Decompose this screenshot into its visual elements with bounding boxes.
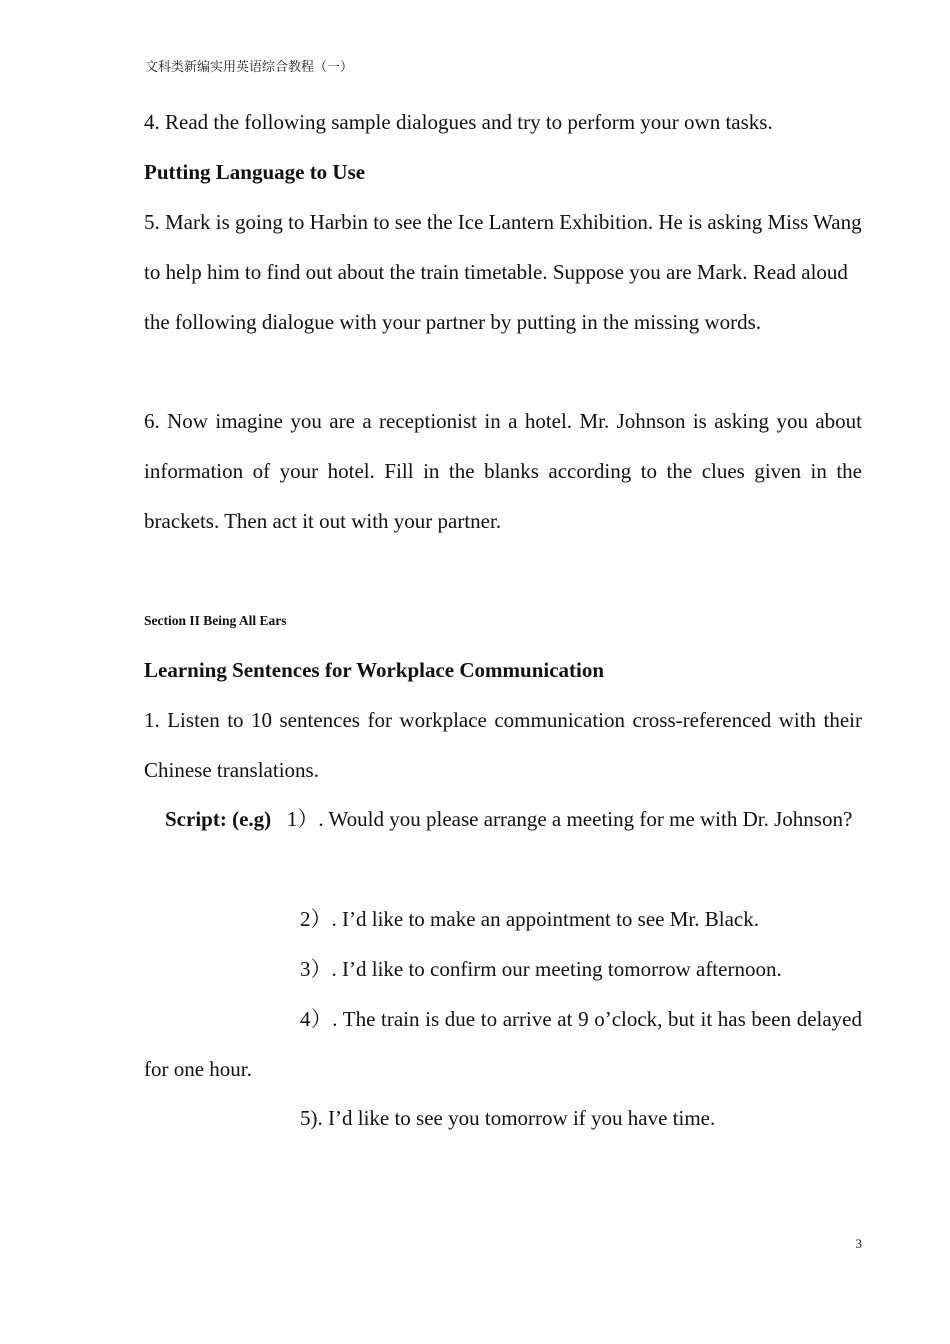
- page-number: 3: [855, 1236, 862, 1251]
- putting-language-heading: Putting Language to Use: [144, 160, 366, 184]
- script-sentence-1: 1）. Would you please arrange a meeting for me with Dr. Johnson?: [286, 807, 853, 831]
- item-6: 6. Now imagine you are a receptionist in a hotel. Mr. Johnson is asking you about information of your hotel. Fill in the blanks according to the clues given in the brackets. Then act it out with your partner.: [144, 409, 862, 533]
- section-item-1: 1. Listen to 10 sentences for workplace communication cross-referenced with their Chinese translations.: [144, 708, 862, 782]
- script-line-1: [144, 794, 862, 844]
- item-5: 5. Mark is going to Harbin to see the Ice Lantern Exhibition. He is asking Miss Wang to help him to find out about the train timetable. Suppose you are Mark. Read aloud the following dialogue with your partner by putting in the missing words.: [144, 210, 862, 334]
- item-4: 4. Read the following sample dialogues and try to perform your own tasks.: [144, 110, 773, 134]
- section-heading: Learning Sentences for Workplace Communication: [144, 658, 605, 682]
- page-header: 文科类新编实用英语综合教程（一）: [145, 60, 354, 75]
- script-sentence-2: 2）. I’d like to make an appointment to see Mr. Black.: [300, 907, 759, 931]
- script-label: Script: (e.g): [165, 807, 272, 831]
- script-sentence-3: 3）. I’d like to confirm our meeting tomorrow afternoon.: [300, 957, 782, 981]
- script-sentence-5: 5). I’d like to see you tomorrow if you have time.: [300, 1106, 716, 1130]
- script-sentence-4: 4）. The train is due to arrive at 9 o’clock, but it has been delayed for one hour.: [144, 1007, 862, 1081]
- section-title: Section II Being All Ears: [144, 613, 287, 628]
